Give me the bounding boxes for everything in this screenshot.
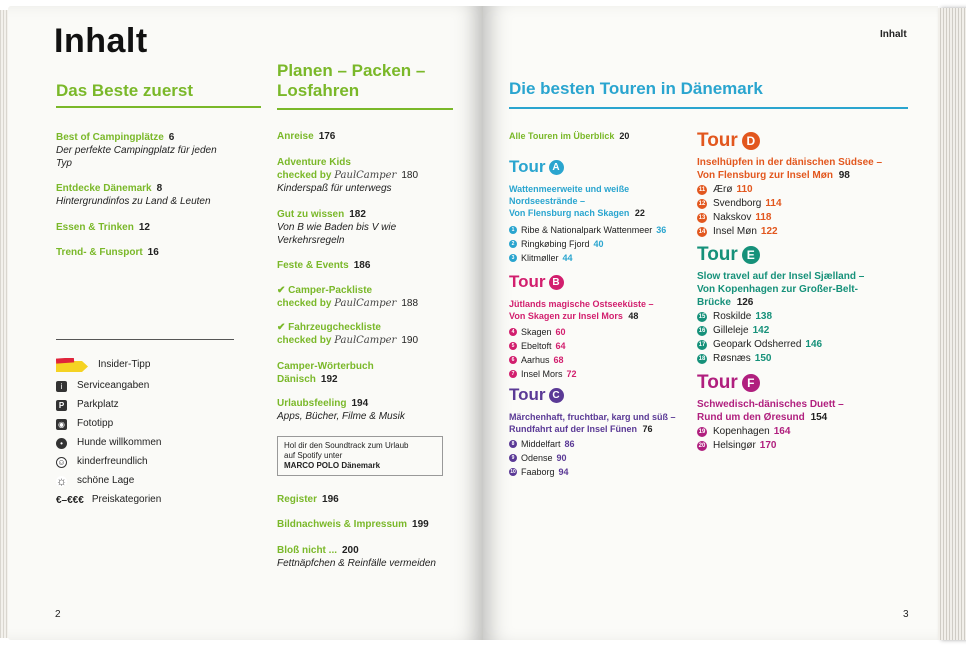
check-icon: ✔ bbox=[277, 285, 286, 296]
toc-entry[interactable]: Feste & Events 186 bbox=[277, 260, 371, 271]
paulcamper-logo: PaulCamper bbox=[334, 335, 397, 346]
legend-label: Parkplatz bbox=[77, 399, 119, 410]
spotify-soundtrack-box: Hol dir den Soundtrack zum Urlaub auf Spotify unter MARCO POLO Dänemark bbox=[277, 436, 443, 476]
legend-label: Insider-Tipp bbox=[98, 359, 151, 370]
legend-item bbox=[56, 494, 256, 506]
tours-title: Die besten Touren in Dänemark bbox=[509, 79, 763, 98]
section-underline bbox=[56, 106, 261, 108]
tour-stop[interactable]: 13 Nakskov 118 bbox=[698, 212, 772, 223]
toc-entry[interactable]: Adventure Kids checked by PaulCamper 180 Kinderspaß für unterwegs bbox=[277, 157, 419, 194]
legend-label: kinderfreundlich bbox=[77, 456, 148, 467]
toc-entry[interactable]: Camper-Wörterbuch Dänisch 192 bbox=[277, 361, 374, 385]
page-number-left: 2 bbox=[55, 609, 61, 620]
legend bbox=[56, 358, 256, 506]
toc-entry[interactable]: Register 196 bbox=[277, 494, 339, 505]
tour-stop[interactable]: 18 Røsnæs 150 bbox=[698, 353, 772, 364]
legend-item bbox=[56, 380, 256, 392]
tour-title: Märchenhaft, fruchtbar, karg und süß – Rundfahrt auf der Insel Fünen 76 bbox=[509, 412, 676, 434]
tour-e[interactable] bbox=[697, 244, 912, 366]
tour-heading: Tour C bbox=[509, 385, 694, 405]
tour-heading: Tour A bbox=[509, 157, 689, 177]
tour-d[interactable] bbox=[697, 130, 912, 239]
toc-entry[interactable]: ✔ Fahrzeugcheckliste checked by PaulCamper 190 bbox=[277, 322, 419, 346]
tour-heading: Tour E bbox=[697, 244, 912, 266]
tour-stop[interactable]: 2 Ringkøbing Fjord 40 bbox=[509, 237, 689, 251]
toc-entry[interactable]: Essen & Trinken 12 bbox=[56, 222, 150, 233]
tour-heading: Tour B bbox=[509, 272, 689, 292]
legend-item bbox=[56, 456, 256, 468]
sun-icon: ☼ bbox=[56, 473, 67, 488]
tour-title: Wattenmeerweite und weiße Nordseestrände – Von Flensburg nach Skagen 22 bbox=[509, 184, 645, 218]
legend-label: schöne Lage bbox=[77, 475, 135, 486]
tour-title: Jütlands magische Ostseeküste – Von Skagen zur Insel Mors 48 bbox=[509, 299, 654, 321]
tour-b[interactable] bbox=[509, 272, 689, 381]
tour-stop[interactable]: 20 Helsingør 170 bbox=[698, 440, 777, 451]
tour-stop[interactable]: 14 Insel Møn 122 bbox=[698, 226, 778, 237]
tour-stop[interactable]: 11 Ærø 110 bbox=[698, 184, 753, 195]
euro-range-icon: €–€€€ bbox=[56, 494, 84, 506]
tour-stops bbox=[509, 437, 694, 479]
tour-stops bbox=[697, 183, 912, 239]
section-title-das-beste-zuerst: Das Beste zuerst bbox=[56, 81, 194, 100]
legend-label: Preiskategorien bbox=[91, 494, 162, 505]
tour-f[interactable] bbox=[697, 372, 912, 453]
legend-item bbox=[56, 358, 256, 372]
tour-stops bbox=[509, 325, 689, 381]
toc-entry[interactable]: Anreise 176 bbox=[277, 131, 336, 142]
insider-tipp-icon bbox=[56, 358, 88, 372]
parking-icon: P bbox=[56, 400, 67, 411]
tour-stop[interactable]: 10 Faaborg 94 bbox=[510, 467, 569, 477]
toc-entry[interactable]: Entdecke Dänemark 8 Hintergrundinfos zu Land & Leuten bbox=[56, 183, 211, 207]
tour-stops bbox=[697, 425, 912, 453]
paulcamper-logo: PaulCamper bbox=[334, 298, 397, 309]
legend-item bbox=[56, 399, 256, 411]
toc-entry[interactable]: Urlaubsfeeling 194 Apps, Bücher, Filme & Musik bbox=[277, 398, 405, 422]
legend-label: Serviceangaben bbox=[77, 380, 150, 391]
legend-item bbox=[56, 475, 256, 487]
child-icon: ☺ bbox=[57, 457, 66, 467]
toc-entry[interactable]: Gut zu wissen 182 Von B wie Baden bis V wie Verkehrsregeln bbox=[277, 209, 397, 246]
section-underline bbox=[277, 108, 453, 110]
tour-title: Schwedisch-dänisches Duett – Rund um den Øresund 154 bbox=[697, 399, 844, 423]
tour-title: Inselhüpfen in der dänischen Südsee – Von Flensburg zur Insel Møn 98 bbox=[697, 157, 883, 181]
toc-entry[interactable]: Bloß nicht ... 200 Fettnäpfchen & Reinfälle vermeiden bbox=[277, 545, 436, 569]
legend-label: Hunde willkommen bbox=[77, 437, 162, 448]
paw-icon: • bbox=[56, 438, 67, 449]
tour-stop[interactable]: 5 Ebeltoft 64 bbox=[509, 339, 689, 353]
tour-stop[interactable]: 8 Middelfart 86 bbox=[509, 437, 694, 451]
page-number-right: 3 bbox=[903, 609, 909, 620]
running-header: Inhalt bbox=[880, 29, 907, 40]
page-title: Inhalt bbox=[54, 22, 148, 60]
tour-stop[interactable]: 19 Kopenhagen 164 bbox=[698, 426, 791, 437]
tour-stop[interactable]: 16 Gilleleje 142 bbox=[698, 325, 770, 336]
legend-item bbox=[56, 418, 256, 430]
paulcamper-logo: PaulCamper bbox=[334, 170, 397, 181]
tour-stops bbox=[509, 223, 689, 265]
tour-heading: Tour D bbox=[697, 130, 912, 152]
tour-stop[interactable]: 9 Odense 90 bbox=[509, 451, 694, 465]
right-page-edges bbox=[938, 8, 966, 640]
tour-stop[interactable]: 15 Roskilde 138 bbox=[698, 311, 773, 322]
section-title-planen: Planen – Packen – Losfahren bbox=[277, 61, 426, 100]
toc-entry[interactable]: Bildnachweis & Impressum 199 bbox=[277, 519, 429, 530]
toc-entry[interactable]: Trend- & Funsport 16 bbox=[56, 247, 159, 258]
tour-title: Slow travel auf der Insel Sjælland – Von Kopenhagen zur Großer-Belt- Brücke 126 bbox=[697, 271, 865, 308]
tour-stop[interactable]: 3 Klitmøller 44 bbox=[509, 251, 689, 265]
toc-entry[interactable]: Best of Campingplätze 6 Der perfekte Campingplatz für jeden Typ bbox=[56, 132, 217, 169]
tour-stop[interactable]: 6 Aarhus 68 bbox=[509, 353, 689, 367]
tour-stop[interactable]: 7 Insel Mors 72 bbox=[509, 367, 689, 381]
tour-a[interactable] bbox=[509, 157, 689, 265]
tours-overview-entry[interactable]: Alle Touren im Überblick 20 bbox=[509, 131, 630, 141]
toc-entry[interactable]: ✔ Camper-Packliste checked by PaulCamper 188 bbox=[277, 285, 419, 309]
check-icon: ✔ bbox=[277, 322, 286, 333]
camera-icon: ◉ bbox=[56, 419, 67, 430]
tour-c[interactable] bbox=[509, 385, 694, 479]
legend-item bbox=[56, 437, 256, 449]
tour-stop[interactable]: 4 Skagen 60 bbox=[509, 325, 689, 339]
tour-heading: Tour F bbox=[697, 372, 912, 394]
tour-stop[interactable]: 17 Geopark Odsherred 146 bbox=[698, 339, 823, 350]
tour-stop[interactable]: 1 Ribe & Nationalpark Wattenmeer 36 bbox=[509, 223, 689, 237]
tours-title-underline bbox=[509, 107, 908, 109]
tour-stops bbox=[697, 310, 912, 366]
legend-label: Fototipp bbox=[77, 418, 114, 429]
info-icon: i bbox=[56, 381, 67, 392]
tour-stop[interactable]: 12 Svendborg 114 bbox=[698, 198, 782, 209]
legend-divider bbox=[56, 339, 234, 340]
